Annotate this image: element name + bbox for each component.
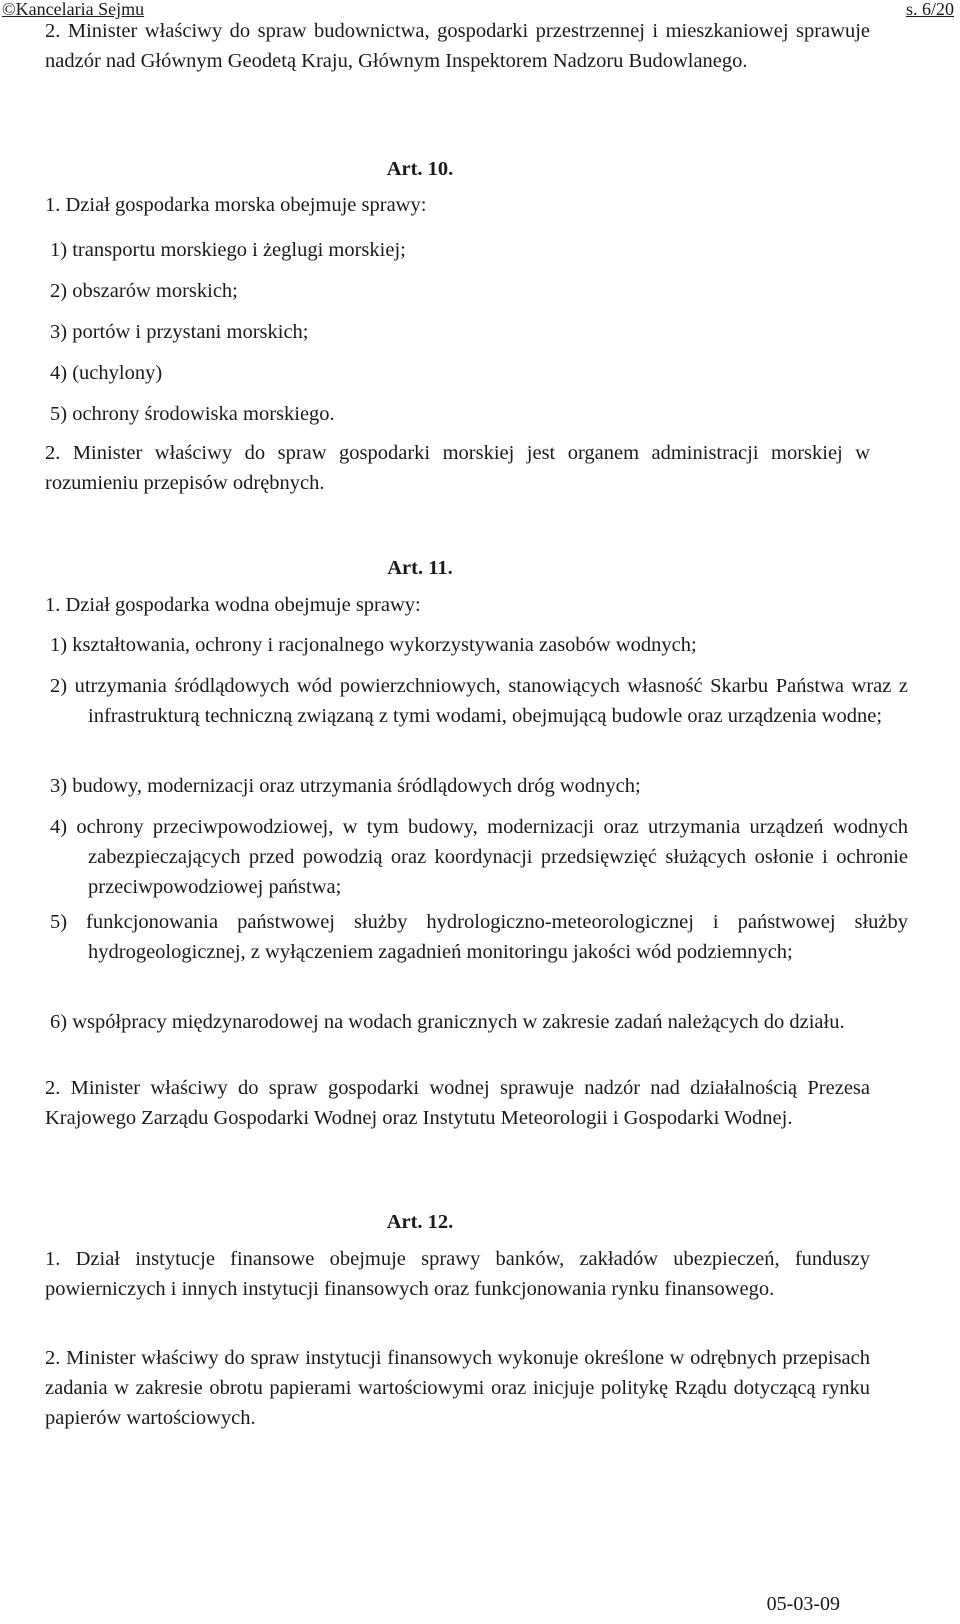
art11-item-5: 5) funkcjonowania państwowej służby hydrologiczno-meteorologicznej i państwowej służby hydrogeologicznej, z wyłączeniem zagadnień monitoringu jakości wód podziemnych;: [50, 911, 908, 963]
art11-item-3: 3) budowy, modernizacji oraz utrzymania śródlądowych dróg wodnych;: [50, 775, 641, 797]
art10-item-4: 4) (uchylony): [50, 362, 163, 384]
article-heading-11: Art. 11.: [387, 557, 453, 579]
art11-paragraph-1: 1. Dział gospodarka wodna obejmuje sprawy:: [45, 594, 421, 616]
art12-paragraph-2: 2. Minister właściwy do spraw instytucji finansowych wykonuje określone w odrębnych przepisach zadania w zakresie obrotu papierami wartościowymi oraz inicjuje politykę Rządu dotyczącą rynku papierów wartościowych.: [45, 1347, 870, 1429]
page-number: s. 6/20: [905, 0, 954, 19]
art10-item-1: 1) transportu morskiego i żeglugi morskiej;: [50, 239, 406, 261]
document-date: 05-03-09: [766, 1593, 840, 1615]
art11-item-2: 2) utrzymania śródlądowych wód powierzchniowych, stanowiących własność Skarbu Państwa wraz z infrastrukturą techniczną związaną z tymi wodami, obejmującą budowle oraz urządzenia wodne;: [50, 675, 908, 727]
art12-paragraph-1: 1. Dział instytucje finansowe obejmuje sprawy banków, zakładów ubezpieczeń, funduszy powierniczych i innych instytucji finansowych oraz funkcjonowania rynku finansowego.: [45, 1248, 870, 1300]
art10-item-5: 5) ochrony środowiska morskiego.: [50, 403, 335, 425]
art10-paragraph-1: 1. Dział gospodarka morska obejmuje sprawy:: [45, 194, 427, 216]
publisher-link[interactable]: ©Kancelaria Sejmu: [2, 0, 145, 19]
art10-item-3: 3) portów i przystani morskich;: [50, 321, 309, 343]
article-heading-10: Art. 10.: [386, 158, 454, 180]
art11-paragraph-2: 2. Minister właściwy do spraw gospodarki wodnej sprawuje nadzór nad działalnością Prezesa Krajowego Zarządu Gospodarki Wodnej oraz Instytutu Meteorologii i Gospodarki Wodnej.: [45, 1077, 870, 1129]
paragraph-2-prev: 2. Minister właściwy do spraw budownictwa, gospodarki przestrzennej i mieszkaniowej sprawuje nadzór nad Głównym Geodetą Kraju, Głównym Inspektorem Nadzoru Budowlanego.: [45, 20, 870, 72]
art10-item-2: 2) obszarów morskich;: [50, 280, 238, 302]
art11-item-4: 4) ochrony przeciwpowodziowej, w tym budowy, modernizacji oraz utrzymania urządzeń wodnych zabezpieczających przed powodzią oraz koordynacji przedsięwzięć służących osłonie i ochronie przeciwpowodziowej państwa;: [50, 816, 908, 898]
art11-item-1: 1) kształtowania, ochrony i racjonalnego wykorzystywania zasobów wodnych;: [50, 634, 697, 656]
article-heading-12: Art. 12.: [386, 1211, 454, 1233]
art11-item-6: 6) współpracy międzynarodowej na wodach granicznych w zakresie zadań należących do działu.: [50, 1011, 845, 1033]
art10-paragraph-2: 2. Minister właściwy do spraw gospodarki morskiej jest organem administracji morskiej w rozumieniu przepisów odrębnych.: [45, 442, 870, 494]
